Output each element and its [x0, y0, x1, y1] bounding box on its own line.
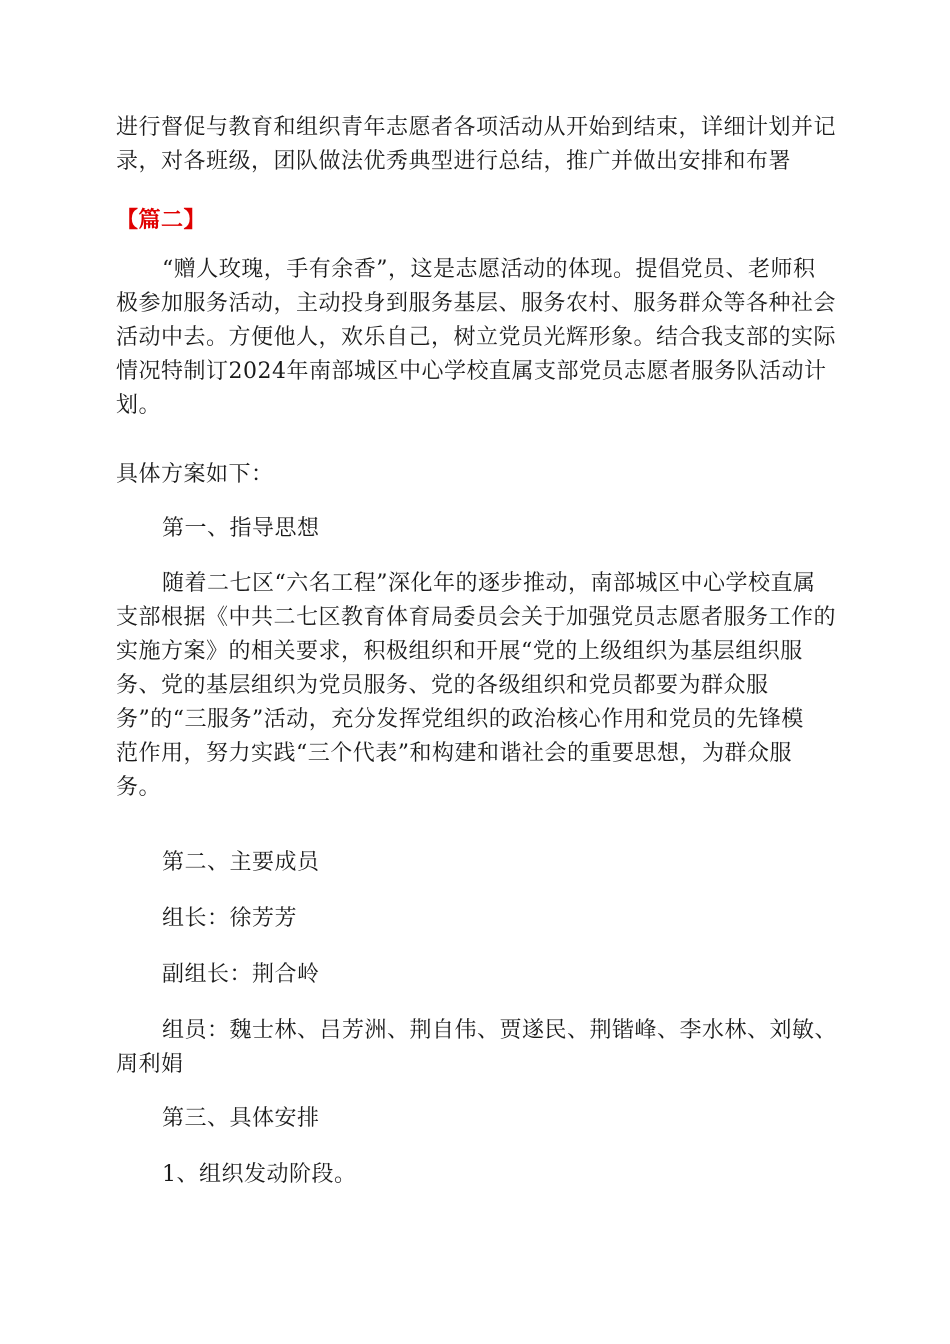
opening-paragraph	[116, 253, 837, 423]
plan-intro: 具体方案如下：	[116, 462, 274, 487]
text-line: 极参加服务活动，主动投身到服务基层、服务农村、服务群众等各种社会	[116, 291, 837, 316]
text-line: 务。	[116, 775, 162, 800]
text-line: 务”的“三服务”活动，充分发挥党组织的政治核心作用和党员的先锋模	[116, 707, 804, 732]
text-line: 组员：魏士林、吕芳洲、荆自伟、贾遂民、荆锴峰、李水林、刘敏、	[162, 1018, 838, 1043]
text-line: 支部根据《中共二七区教育体育局委员会关于加强党员志愿者服务工作的	[116, 605, 837, 630]
text-line: 录，对各班级，团队做法优秀典型进行总结，推广并做出安排和布署	[116, 149, 792, 174]
deputy-leader-line: 副组长：荆合岭	[162, 962, 320, 987]
section1-title: 第一、指导思想	[162, 516, 320, 541]
members-paragraph	[116, 1014, 838, 1082]
text-line: “赠人玫瑰，手有余香”，这是志愿活动的体现。提倡党员、老师积	[162, 257, 816, 282]
leader-line: 组长：徐芳芳	[162, 906, 298, 931]
text-line: 周利娟	[116, 1052, 184, 1077]
text-line: 随着二七区“六名工程”深化年的逐步推动，南部城区中心学校直属	[162, 571, 816, 596]
text-line: 务、党的基层组织为党员服务、党的各级组织和党员都要为群众服	[116, 673, 769, 698]
section-heading: 【篇二】	[116, 208, 207, 233]
text-line: 实施方案》的相关要求，积极组织和开展“党的上级组织为基层组织服	[116, 639, 803, 664]
text-line: 划。	[116, 393, 162, 418]
text-line: 活动中去。方便他人，欢乐自己，树立党员光辉形象。结合我支部的实际	[116, 325, 837, 350]
section3-title: 第三、具体安排	[162, 1106, 320, 1131]
text-line: 进行督促与教育和组织青年志愿者各项活动从开始到结束，详细计划并记	[116, 115, 837, 140]
step1-line: 1、组织发动阶段。	[162, 1162, 357, 1187]
intro-paragraph	[116, 111, 837, 179]
section1-paragraph	[116, 567, 837, 805]
section2-title: 第二、主要成员	[162, 850, 320, 875]
text-line: 范作用，努力实践“三个代表”和构建和谐社会的重要思想，为群众服	[116, 741, 792, 766]
text-line: 情况特制订2024年南部城区中心学校直属支部党员志愿者服务队活动计	[116, 359, 827, 384]
